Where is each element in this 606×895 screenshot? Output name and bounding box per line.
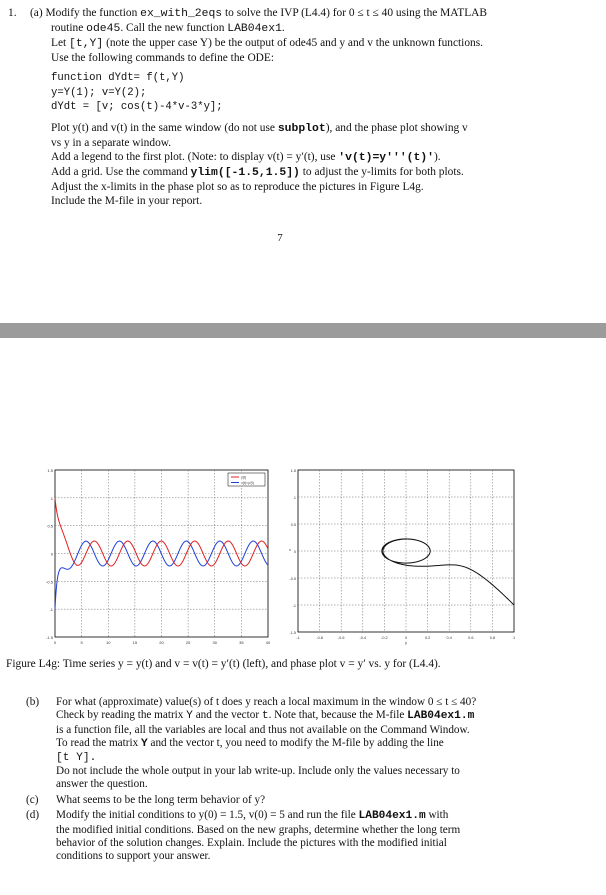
part-b-line: [t Y].	[56, 751, 97, 764]
part-b-line: For what (approximate) value(s) of t does y reach a local maximum in the window 0 ≤ t ≤ 40?	[56, 696, 477, 708]
x-tick-label: 0	[404, 636, 408, 640]
figure-l4g	[0, 460, 606, 650]
x-tick-label: 30	[212, 640, 217, 645]
part-c	[26, 794, 596, 807]
part-d-line: behavior of the solution changes. Explain. Include the pictures with the modified initial	[56, 837, 447, 850]
part-a-line4: Use the following commands to define the ODE:	[51, 52, 275, 64]
y-tick-label: 1	[293, 496, 296, 500]
time-series-plot	[46, 468, 271, 645]
y-tick-label: -0.5	[289, 577, 296, 581]
x-tick-label: -0.8	[316, 636, 323, 640]
x-tick-label: 0.6	[468, 636, 474, 640]
part-d-line: Modify the initial conditions to y(0) = 1.5, v(0) = 5 and run the file LAB04ex1.m with	[56, 809, 449, 823]
figure-caption: Figure L4g: Time series y = y(t) and v = v(t) = y′(t) (left), and phase plot v = y′ vs. y for (L4.4).	[6, 658, 441, 670]
y-tick-label: 0	[50, 551, 53, 557]
y-axis-label: v	[289, 547, 291, 552]
y-tick-label: -1	[49, 607, 53, 613]
x-tick-label: 10	[106, 640, 111, 645]
part-d	[26, 809, 596, 864]
x-axis-label: y	[405, 640, 407, 645]
x-tick-label: 5	[80, 640, 83, 645]
legend-label-v: v(t)=y'(t)	[241, 481, 254, 485]
part-b-line: is a function file, all the variables are local and thus not available on the Command Window.	[56, 723, 470, 736]
x-tick-label: 15	[132, 640, 138, 645]
x-tick-label: 25	[185, 640, 191, 645]
x-tick-label: 0.4	[446, 636, 452, 640]
part-b-line: To read the matrix Y and the vector t, you need to modify the M-file by adding the line	[56, 737, 444, 751]
x-tick-label: 1	[512, 636, 516, 640]
ode-code-block	[51, 71, 596, 115]
phase-plot	[289, 469, 515, 645]
x-tick-label: 0	[53, 640, 57, 645]
part-d-line: conditions to support your answer.	[56, 850, 211, 863]
x-tick-label: -0.6	[337, 636, 345, 640]
part-c-line: What seems to be the long term behavior of y?	[56, 793, 266, 806]
part-a-line8: Add a grid. Use the command ylim([-1.5,1.5]) to adjust the y-limits for both plots.	[51, 165, 464, 179]
part-a-label: (a)	[30, 7, 43, 19]
x-tick-label: 40	[265, 640, 271, 645]
y-tick-label: -1.5	[46, 635, 53, 640]
y-tick-label: 1.5	[47, 468, 53, 473]
part-a-line10: Include the M-file in your report.	[51, 194, 203, 207]
y-tick-label: -1	[292, 604, 296, 608]
part-b	[26, 696, 596, 792]
legend-label-y: y(t)	[241, 475, 247, 480]
part-a-line9: Adjust the x-limits in the phase plot so as to reproduce the pictures in Figure L4g.	[51, 180, 424, 193]
page-number: 7	[277, 232, 283, 244]
y-tick-label: 0.5	[290, 523, 296, 527]
x-tick-label: 0.8	[489, 636, 496, 640]
code-line: function dYdt= f(t,Y)	[51, 72, 185, 84]
part-a-line3: Let [t,Y] (note the upper case Y) be the output of ode45 and y and v the unknown functions.	[51, 37, 484, 50]
legend	[228, 473, 265, 486]
part-b-line: Do not include the whole output in your lab write-up. Include only the values necessary to	[56, 765, 460, 778]
code-ex-with-2eqs: ex_with_2eqs	[140, 8, 223, 20]
page-divider	[0, 323, 606, 338]
part-a-line1: (a) Modify the function ex_with_2eqs to solve the IVP (L4.4) for 0 ≤ t ≤ 40 using the MATLAB	[30, 7, 488, 20]
x-tick-label: 0.2	[424, 636, 431, 640]
part-a-line6: vs y in a separate window.	[51, 136, 172, 149]
part-a-line2: routine ode45. Call the new function LAB04ex1.	[51, 22, 285, 35]
y-tick-label: 1	[50, 495, 53, 501]
problem-number: 1.	[8, 7, 17, 19]
x-tick-label: -0.2	[381, 636, 388, 640]
part-d-line: the modified initial conditions. Based on the new graphs, determine whether the long term	[56, 823, 461, 836]
y-tick-label: -1.5	[289, 631, 296, 635]
x-tick-label: 35	[239, 640, 244, 645]
parts-bcd	[26, 696, 596, 864]
part-b-line: Check by reading the matrix Y and the vector t. Note that, because the M-file LAB04ex1.m	[56, 709, 475, 723]
part-a	[30, 6, 596, 208]
part-b-line: answer the question.	[56, 778, 148, 791]
y-tick-label: 0.5	[47, 523, 53, 529]
part-a-line7: Add a legend to the first plot. (Note: to display v(t) = y′(t), use 'v(t)=y'''(t)').	[51, 150, 441, 164]
code-line: dYdt = [v; cos(t)-4*v-3*y];	[51, 101, 223, 113]
part-c-label: (c)	[26, 793, 39, 806]
y-tick-label: 1.5	[290, 469, 296, 473]
part-b-label: (b)	[26, 696, 40, 708]
x-tick-label: -0.4	[359, 636, 367, 640]
y-tick-label: -0.5	[46, 579, 53, 585]
part-d-label: (d)	[26, 809, 40, 822]
x-tick-label: 20	[159, 640, 164, 645]
code-line: y=Y(1); v=Y(2);	[51, 86, 147, 99]
x-tick-label: -1	[296, 636, 300, 640]
y-tick-label: 0	[293, 550, 296, 554]
part-a-line5: Plot y(t) and v(t) in the same window (do not use subplot), and the phase plot showing v	[51, 121, 468, 135]
